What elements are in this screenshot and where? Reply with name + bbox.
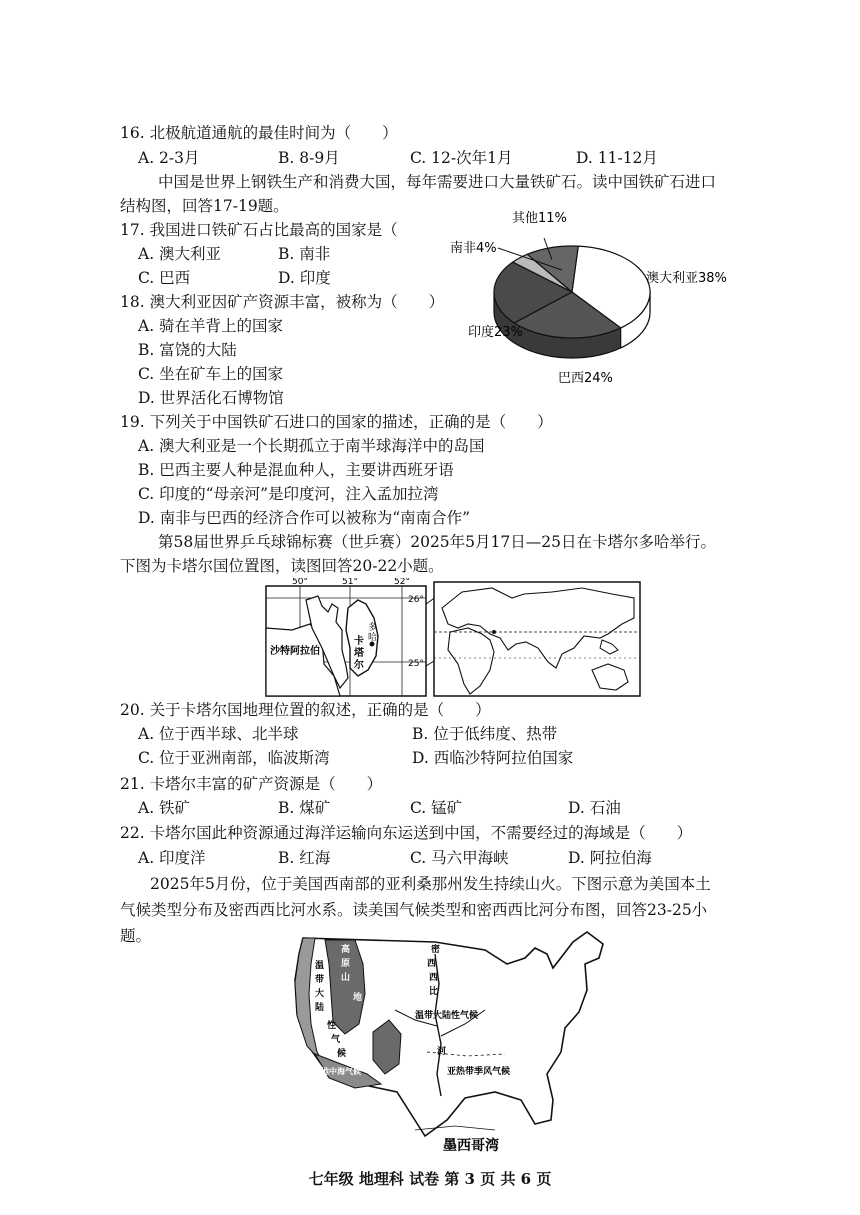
q18-option-d: D. 世界活化石博物馆: [138, 389, 284, 407]
label-temperate-west-6: 气: [331, 1035, 341, 1045]
intro-20-22-line2: 下图为卡塔尔国位置图，读图回答20-22小题。: [120, 557, 444, 575]
lon-label-51: 51°: [342, 578, 358, 587]
label-river-char: 河: [437, 1047, 447, 1057]
lat-label-26: 26°: [408, 595, 424, 605]
q20-option-b: B. 位于低纬度、热带: [412, 725, 558, 743]
q21-stem: 21. 卡塔尔丰富的矿产资源是（ ）: [120, 775, 383, 793]
pie-slices: [494, 246, 650, 358]
q19-option-d: D. 南非与巴西的经济合作可以被称为“南南合作”: [138, 509, 471, 527]
page-footer: 七年级 地理科 试卷 第 3 页 共 6 页: [308, 1170, 552, 1188]
lon-label-50: 50°: [292, 578, 308, 587]
label-temperate-west-1: 温: [315, 961, 325, 971]
q22-stem: 22. 卡塔尔国此种资源通过海洋运输向东运送到中国，不需要经过的海域是（ ）: [120, 824, 693, 842]
q16-stem: 16. 北极航道通航的最佳时间为（ ）: [120, 124, 398, 142]
pie-label-south-africa: 南非4%: [450, 241, 497, 256]
q16-option-a: A. 2-3月: [138, 149, 200, 167]
label-temperate-west-5: 性: [327, 1021, 337, 1031]
q19-option-c: C. 印度的“母亲河”是印度河，注入孟加拉湾: [138, 485, 439, 503]
q21-option-b: B. 煤矿: [278, 799, 331, 817]
q20-option-a: A. 位于西半球、北半球: [138, 725, 299, 743]
q21-option-c: C. 锰矿: [410, 799, 463, 817]
pie-label-india: 印度23%: [468, 325, 523, 340]
qatar-marker: [492, 630, 496, 634]
q22-option-b: B. 红海: [278, 849, 331, 867]
doha-label-char-1: 多: [368, 623, 378, 633]
q20-option-d: D. 西临沙特阿拉伯国家: [412, 749, 574, 767]
q21-option-d: D. 石油: [568, 799, 621, 817]
label-mississippi-2: 西: [427, 959, 437, 969]
saudi-arabia-label: 沙特阿拉伯: [270, 646, 320, 657]
q21-option-a: A. 铁矿: [138, 799, 191, 817]
qatar-label-char-2: 塔: [354, 648, 364, 659]
qatar-label-char-1: 卡: [354, 636, 364, 647]
label-gulf-of-mexico: 墨西哥湾: [443, 1138, 499, 1154]
pie-label-brazil: 巴西24%: [558, 371, 613, 386]
q22-option-d: D. 阿拉伯海: [568, 849, 652, 867]
q16-option-c: C. 12-次年1月: [410, 149, 513, 167]
q22-option-a: A. 印度洋: [138, 849, 206, 867]
q22-option-c: C. 马六甲海峡: [410, 849, 509, 867]
label-subtropical: 亚热带季风气候: [447, 1067, 511, 1077]
label-mountain-2: 原: [341, 959, 351, 969]
q20-option-c: C. 位于亚洲南部，临波斯湾: [138, 749, 330, 767]
qatar-label-char-3: 尔: [354, 660, 364, 671]
q19-option-a: A. 澳大利亚是一个长期孤立于南半球海洋中的岛国: [138, 437, 485, 455]
label-mississippi-3: 西: [429, 973, 439, 983]
intro-17-19-line1: 中国是世界上钢铁生产和消费大国，每年需要进口大量铁矿石。读中国铁矿石进口: [158, 173, 717, 191]
intro-23-25-line2: 气候类型分布及密西西比河水系。读美国气候类型和密西西比河分布图，回答23-25小: [120, 901, 708, 919]
q17-option-b: B. 南非: [278, 245, 331, 263]
q17-option-d: D. 印度: [278, 269, 331, 287]
label-temperate-west-3: 大: [315, 989, 325, 999]
label-mediterranean: 地中海气候: [321, 1067, 361, 1076]
pie-label-australia: 澳大利亚38%: [646, 271, 727, 286]
lon-label-52: 52°: [394, 578, 410, 587]
q18-stem: 18. 澳大利亚因矿产资源丰富，被称为（ ）: [120, 293, 445, 311]
q17-option-c: C. 巴西: [138, 269, 191, 287]
qatar-location-map: [262, 578, 644, 700]
intro-23-25-line1: 2025年5月份，位于美国西南部的亚利桑那州发生持续山火。下图示意为美国本土: [150, 875, 711, 893]
intro-23-25-line3: 题。: [120, 927, 152, 945]
label-mountain-1: 高: [341, 945, 351, 955]
q18-option-c: C. 坐在矿车上的国家: [138, 365, 284, 383]
intro-17-19-line2: 结构图，回答17-19题。: [120, 197, 289, 215]
q16-option-d: D. 11-12月: [576, 149, 658, 167]
iron-ore-import-pie-chart: [440, 200, 740, 390]
q19-option-b: B. 巴西主要人种是混血种人，主要讲西班牙语: [138, 461, 454, 479]
label-mountain-4: 地: [353, 993, 363, 1003]
q20-stem: 20. 关于卡塔尔国地理位置的叙述，正确的是（ ）: [120, 701, 491, 719]
label-temperate-west-4: 陆: [315, 1003, 325, 1013]
lat-label-25: 25°: [408, 659, 424, 669]
doha-label-char-2: 哈: [368, 633, 378, 643]
q17-option-a: A. 澳大利亚: [138, 245, 222, 263]
q19-stem: 19. 下列关于中国铁矿石进口的国家的描述，正确的是（ ）: [120, 413, 553, 431]
pie-label-other: 其他11%: [512, 211, 567, 226]
label-temperate-west-2: 带: [315, 975, 325, 985]
label-mississippi-4: 比: [429, 987, 439, 997]
q18-option-b: B. 富饶的大陆: [138, 341, 237, 359]
usa-climate-map: [285, 924, 635, 1160]
q17-stem: 17. 我国进口铁矿石占比最高的国家是（: [120, 221, 398, 239]
label-mountain-3: 山: [341, 973, 351, 983]
label-temperate-west-7: 候: [337, 1049, 347, 1059]
q18-option-a: A. 骑在羊背上的国家: [138, 317, 284, 335]
label-temperate-east: 温带大陆性气候: [415, 1011, 479, 1021]
q16-option-b: B. 8-9月: [278, 149, 340, 167]
intro-20-22-line1: 第58届世界乒乓球锦标赛（世乒赛）2025年5月17日—25日在卡塔尔多哈举行。: [158, 533, 716, 551]
label-mississippi-1: 密: [431, 945, 441, 955]
